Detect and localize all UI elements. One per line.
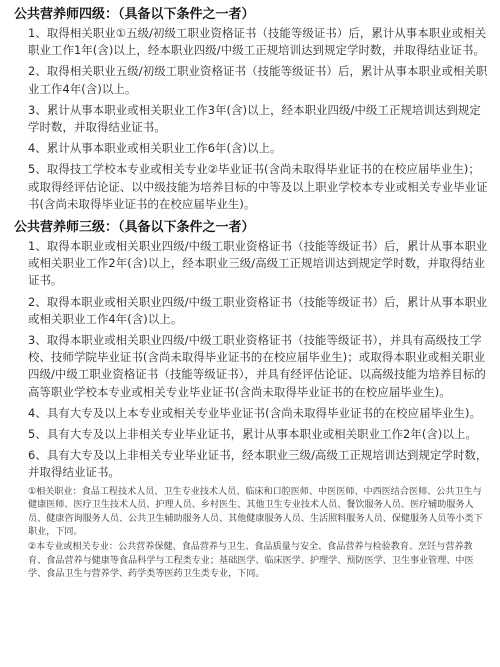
list-item: 2、取得本职业或相关职业四级/中级工职业资格证书（技能等级证书）后，累计从事本职业或相关职业工作4年(含)以上。 (28, 294, 488, 326)
list-item: 6、具有大专及以上非相关专业毕业证书，经本职业三级/高级工正规培训达到规定学时数，并取得结业证书。 (28, 448, 488, 480)
list-item: 5、取得技工学校本专业或相关专业②毕业证书(含尚未取得毕业证书的在校应届毕业生)；或取得经评估论证、以中级技能为培养目标的中等及以上职业学校本专业或相关专业毕业证书(含尚未取得毕业证书的在校应届毕业生)。 (28, 162, 488, 211)
section-level-four (14, 6, 490, 213)
list-item: 1、取得相关职业①五级/初级工职业资格证书（技能等级证书）后，累计从事本职业或相关职业工作1年(含)以上，经本职业四级/中级工正规培训达到规定学时数，并取得结业证书。 (28, 26, 487, 58)
list-item: 2、取得相关职业五级/初级工职业资格证书（技能等级证书）后，累计从事本职业或相关职业工作4年(含)以上。 (28, 64, 488, 96)
section-heading: 公共营养师四级：（具备以下条件之一者） (14, 7, 255, 22)
footnotes (14, 486, 490, 582)
list-item: 1、取得本职业或相关职业四级/中级工职业资格证书（技能等级证书）后，累计从事本职业或相关职业工作2年(含)以上，经本职业三级/高级工正规培训达到规定学时数，并取得结业证书。 (28, 239, 488, 288)
list-item: 3、累计从事本职业或相关职业工作3年(含)以上，经本职业四级/中级工正规培训达到规定学时数，并取得结业证书。 (28, 102, 481, 135)
section-heading: 公共营养师三级：（具备以下条件之一者） (14, 220, 255, 236)
section-level-three (14, 219, 490, 482)
footnote-related-majors: ②本专业或相关专业：公共营养保健、食品营养与卫生、食品质量与安全、食品营养与检验教育、烹饪与营养教育、食品营养与健康等食品科学与工程类专业；基础医学、临床医学、护理学、预防医学、卫生事业管理、中医学、食品卫生与营养学、药学类等医药卫生类专业，下同。 (28, 542, 474, 580)
list-item: 5、具有大专及以上非相关专业毕业证书，累计从事本职业或相关职业工作2年(含)以上。 (28, 427, 477, 442)
list-item: 4、累计从事本职业或相关职业工作6年(含)以上。 (28, 141, 282, 156)
list-item: 3、取得本职业或相关职业四级/中级工职业资格证书（技能等级证书），并具有高级技工学校、技师学院毕业证书(含尚未取得毕业证书的在校应届毕业生)；或取得本职业或相关职业四级/中级工职业资格证书（技能等级证书），并具有经评估论证、以高级技能为培养目标的高等职业学校本专业或相关专业毕业证书(含尚未取得毕业证书的在校应届毕业生)。 (28, 333, 486, 399)
list-item: 4、具有大专及以上本专业或相关专业毕业证书(含尚未取得毕业证书的在校应届毕业生)。 (28, 405, 482, 420)
footnote-related-occupations: ①相关职业：食品工程技术人员、卫生专业技术人员、临床和口腔医师、中医医师、中西医结合医师、公共卫生与健康医师、医疗卫生技术人员、护理人员、乡村医生、其他卫生专业技术人员、餐饮服务人员、医疗辅助服务人员、健康咨询服务人员、公共卫生辅助服务人员、其他健康服务人员、生活照料服务人员、保健服务人员等小类下职业，下同。 (28, 486, 483, 538)
